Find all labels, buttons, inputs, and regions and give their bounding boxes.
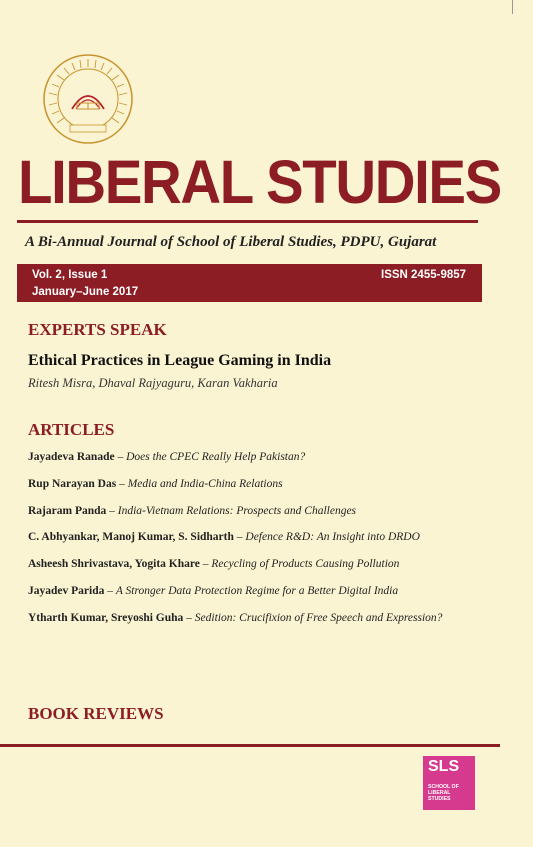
sls-logo-text [428, 784, 459, 802]
bottom-rule [0, 744, 500, 747]
article-title: Recycling of Products Causing Pollution [211, 558, 400, 571]
article-separator: – [233, 531, 246, 544]
sls-logo-line: STUDIES [428, 796, 451, 802]
article-author: Rup Narayan Das [28, 477, 117, 490]
article-author: Ytharth Kumar, Sreyoshi Guha [28, 611, 184, 624]
book-reviews-heading: BOOK REVIEWS [28, 704, 164, 723]
issn-number: ISSN 2455-9857 [381, 269, 467, 281]
university-seal-logo [42, 53, 134, 145]
article-author: Jayadev Parida [28, 584, 105, 597]
article-separator: – [116, 477, 128, 490]
sls-logo-line: SCHOOL OF [428, 784, 459, 790]
article-item [28, 612, 508, 639]
experts-speak-title: Ethical Practices in League Gaming in India [28, 352, 332, 369]
article-item [28, 558, 508, 585]
article-title: Defence R&D: An Insight into DRDO [245, 531, 420, 544]
journal-subtitle: A Bi-Annual Journal of School of Liberal Studies, PDPU, Gujarat [25, 234, 437, 250]
sls-logo-line: LIBERAL [428, 790, 451, 796]
sls-logo [423, 756, 475, 810]
article-author: Jayadeva Ranade [28, 451, 115, 463]
page-edge-mark [512, 0, 513, 14]
title-rule [17, 220, 478, 223]
article-author: Rajaram Panda [28, 504, 107, 517]
article-title: A Stronger Data Protection Regime for a Better Digital India [115, 584, 399, 597]
article-separator: – [104, 584, 116, 597]
article-separator: – [183, 611, 195, 624]
articles-heading: ARTICLES [28, 420, 115, 439]
article-separator: – [199, 558, 212, 571]
article-title: India-Vietnam Relations: Prospects and Challenges [117, 504, 357, 517]
sls-logo-short: SLS [428, 758, 460, 775]
article-separator: – [114, 451, 127, 463]
article-separator: – [106, 504, 118, 517]
article-item [28, 451, 508, 478]
article-title: Does the CPEC Really Help Pakistan? [126, 451, 306, 463]
article-author: Asheesh Shrivastava, Yogita Khare [28, 558, 200, 571]
article-item [28, 505, 508, 532]
issue-period: January–June 2017 [32, 286, 139, 298]
experts-speak-heading: EXPERTS SPEAK [28, 320, 167, 339]
experts-speak-authors: Ritesh Misra, Dhaval Rajyaguru, Karan Vakharia [28, 376, 278, 390]
issue-volume: Vol. 2, Issue 1 [32, 269, 108, 281]
issue-band [17, 264, 482, 302]
article-title: Media and India-China Relations [127, 477, 283, 490]
article-title: Sedition: Crucifixion of Free Speech and Expression? [194, 611, 443, 624]
article-author: C. Abhyankar, Manoj Kumar, S. Sidharth [28, 531, 234, 544]
article-item [28, 531, 508, 558]
article-list [28, 451, 508, 639]
article-item [28, 585, 508, 612]
article-item [28, 478, 508, 505]
journal-title: LIBERAL STUDIES [18, 148, 501, 216]
